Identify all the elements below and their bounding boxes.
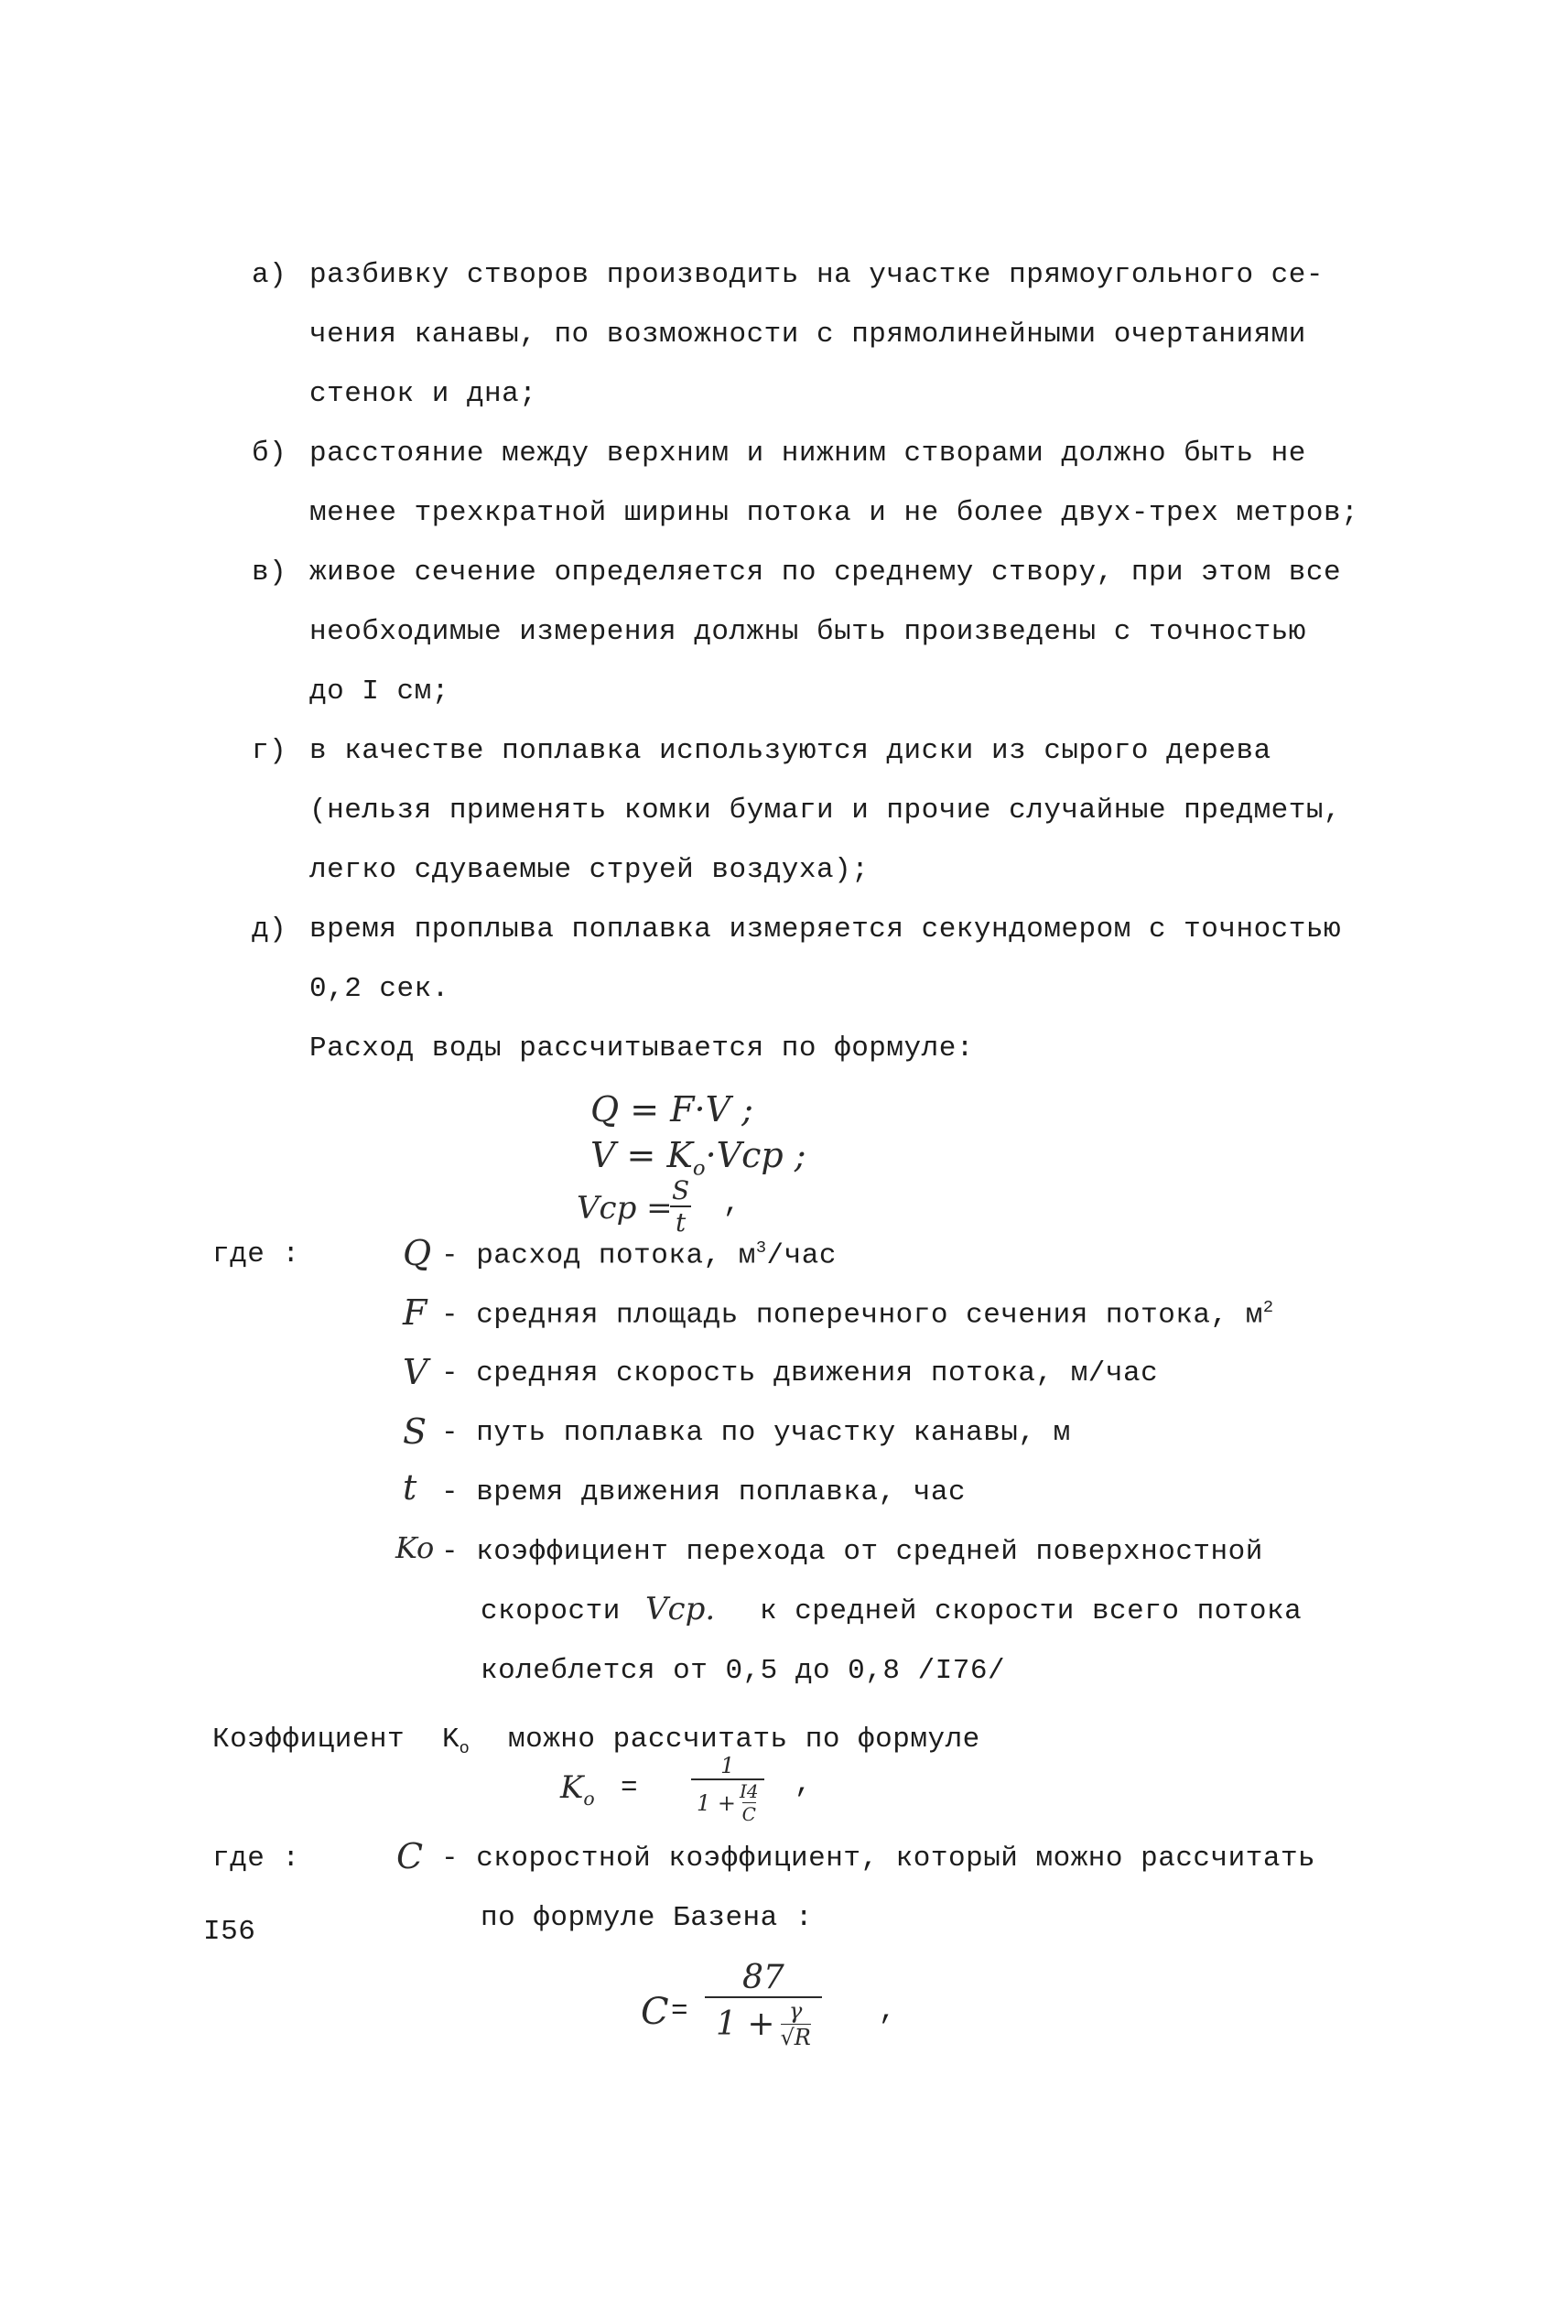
- list-v-line-2: необходимые измерения должны быть произведены с точностью: [309, 616, 1306, 648]
- list-v-line-3: до I см;: [309, 676, 449, 708]
- list-marker-b: б): [252, 438, 287, 470]
- ko-formula-equals: =: [621, 1772, 638, 1804]
- bazin-comma: ,: [879, 1995, 896, 2027]
- list-a-line-1: разбивку створов производить на участке прямоугольного се-: [309, 259, 1324, 291]
- def-symbol-f: F: [403, 1292, 427, 1333]
- list-a-line-3: стенок и дна;: [309, 378, 537, 410]
- coef-pre: Коэффициент: [212, 1724, 406, 1756]
- ko-line-2-symbol: Vcp.: [645, 1591, 716, 1627]
- formula-v: $V = K_o\cdot Vcp$ ;: [590, 1135, 806, 1181]
- ko-formula-lhs: $K_o$: [560, 1769, 595, 1810]
- c-symbol: C: [396, 1836, 424, 1876]
- list-marker-a: а): [252, 259, 287, 291]
- ko-formula-numerator: 1: [720, 1753, 735, 1778]
- ko-line-2-pre: скорости: [481, 1595, 621, 1627]
- def-symbol-v: V: [403, 1352, 428, 1392]
- list-v-line-1: живое сечение определяется по среднему створу, при этом все: [309, 557, 1342, 589]
- bazin-numerator: 87: [742, 1959, 784, 1996]
- list-a-line-2: чения канавы, по возможности с прямолинейными очертаниями: [309, 319, 1306, 351]
- list-b-line-1: расстояние между верхним и нижним створами должно быть не: [309, 438, 1306, 470]
- def-text-q: - расход потока, $м^3$/час: [441, 1238, 837, 1272]
- formula-vcp-fraction: [666, 1175, 695, 1238]
- list-marker-d: д): [252, 913, 287, 946]
- list-g-line-1: в качестве поплавка используются диски из сырого дерева: [309, 735, 1271, 767]
- ko-formula-comma: ,: [795, 1768, 812, 1800]
- list-d-line-1: время проплыва поплавка измеряется секундомером с точностью: [309, 913, 1342, 946]
- formula-q: Q = F·V ;: [590, 1089, 753, 1130]
- c-text-2: по формуле Базена :: [481, 1902, 813, 1934]
- ko-line-3: колеблется от 0,5 до 0,8 /I76/: [481, 1655, 1006, 1687]
- def-symbol-t: t: [403, 1467, 417, 1508]
- def-text-f: - средняя площадь поперечного сечения потока, $м^2$: [441, 1298, 1274, 1332]
- def-text-ko: - коэффициент перехода от средней поверхностной: [441, 1536, 1263, 1568]
- bazin-fraction: [705, 1959, 822, 2050]
- formula-vcp-numerator: S: [672, 1175, 690, 1205]
- bazin-equals: =: [671, 1995, 688, 2027]
- list-g-line-3: легко сдуваемые струей воздуха);: [309, 854, 870, 886]
- formula-vcp-comma: ,: [723, 1188, 741, 1220]
- def-text-v: - средняя скорость движения потока, м/час: [441, 1357, 1159, 1389]
- def-text-t: - время движения поплавка, час: [441, 1476, 967, 1508]
- formula-vcp-lhs: Vcp =: [577, 1190, 673, 1227]
- ko-formula-denominator: 1 + $\frac{I4}{C}$: [691, 1778, 764, 1825]
- list-marker-v: в): [252, 557, 287, 589]
- coef-symbol: $K_o$: [442, 1724, 470, 1759]
- def-symbol-s: S: [403, 1411, 427, 1452]
- list-d-line-2: 0,2 сек.: [309, 973, 449, 1005]
- def-text-s: - путь поплавка по участку канавы, м: [441, 1417, 1071, 1449]
- page-number: I56: [203, 1916, 256, 1948]
- list-g-line-2: (нельзя применять комки бумаги и прочие случайные предметы,: [309, 794, 1342, 827]
- ko-line-2-post: к средней скорости всего потока: [760, 1595, 1303, 1627]
- def-symbol-q: Q: [403, 1233, 432, 1273]
- where-label: где :: [212, 1238, 300, 1270]
- formula-vcp-denominator: t: [670, 1205, 691, 1238]
- list-marker-g: г): [252, 735, 287, 767]
- formula-intro: Расход воды рассчитывается по формуле:: [309, 1032, 974, 1065]
- bazin-denominator: 1 + $\frac{\gamma}{√R}$: [705, 1996, 822, 2050]
- ko-formula-fraction: [691, 1753, 764, 1825]
- bazin-lhs: C: [641, 1991, 669, 2033]
- c-text-1: - скоростной коэффициент, который можно рассчитать: [441, 1843, 1316, 1875]
- coef-post: можно рассчитать по формуле: [508, 1724, 980, 1756]
- where2-label: где :: [212, 1843, 300, 1875]
- list-b-line-2: менее трехкратной ширины потока и не более двух-трех метров;: [309, 497, 1359, 529]
- def-symbol-ko: Ko: [395, 1530, 435, 1565]
